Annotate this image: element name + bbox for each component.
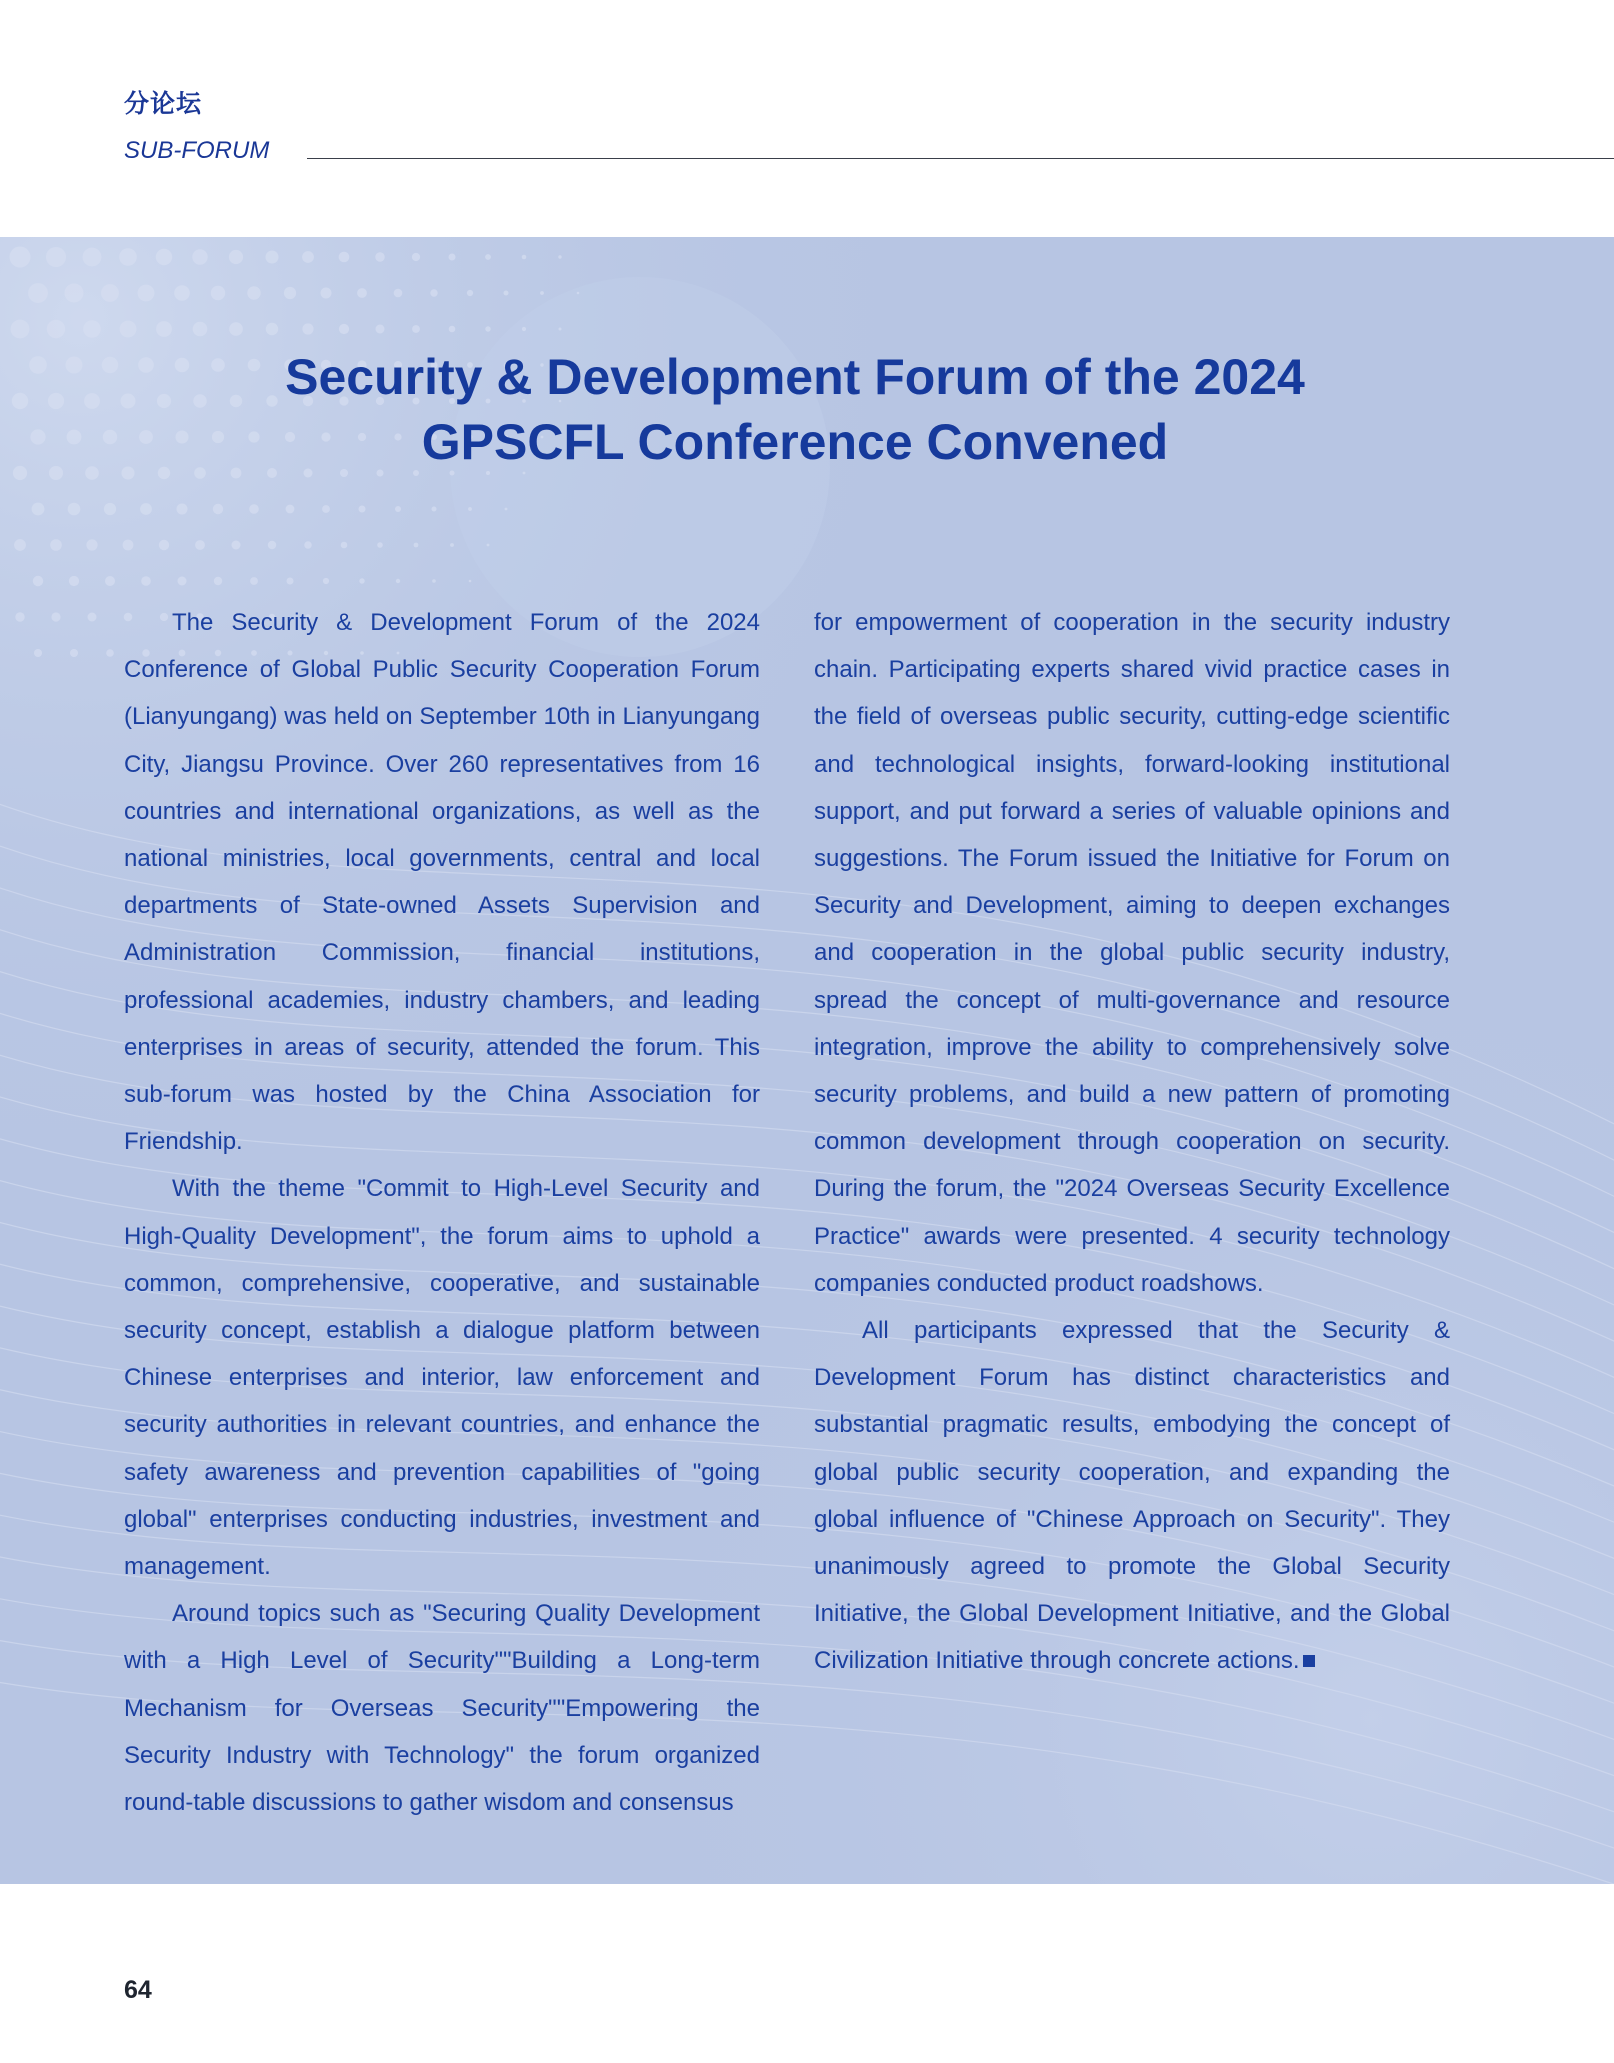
background-dot: [192, 249, 207, 264]
background-dot: [232, 541, 241, 550]
background-dot: [69, 576, 79, 586]
background-dot: [485, 254, 491, 260]
background-dot: [11, 320, 30, 339]
background-dot: [83, 320, 101, 338]
background-dot: [284, 287, 296, 299]
background-dot: [120, 321, 137, 338]
article-paragraph-final: [814, 1307, 1450, 1685]
background-dot: [14, 539, 26, 551]
background-dot: [105, 576, 115, 586]
header-divider: [307, 158, 1614, 159]
background-dot: [359, 506, 366, 513]
background-dot: [467, 290, 473, 296]
background-dot: [229, 322, 243, 336]
background-dot: [65, 284, 84, 303]
background-dot: [178, 577, 187, 586]
background-dot: [302, 323, 313, 334]
background-dot: [412, 253, 420, 261]
background-dot: [304, 541, 311, 548]
background-dot: [376, 325, 385, 334]
background-dot: [287, 578, 294, 585]
background-dot: [211, 286, 225, 300]
background-dot: [214, 577, 222, 585]
background-dot: [268, 541, 276, 549]
background-dot: [540, 291, 544, 295]
background-dot: [432, 507, 437, 512]
background-dot: [357, 288, 367, 298]
background-dot: [339, 252, 350, 263]
background-dot: [559, 328, 562, 331]
background-dot: [323, 578, 329, 584]
background-dot: [321, 288, 332, 299]
background-dot: [375, 252, 384, 261]
background-dot: [88, 613, 97, 622]
article-panel: [0, 237, 1614, 1884]
page-number: 64: [124, 1976, 152, 2004]
background-dot: [430, 289, 437, 296]
background-dot: [177, 504, 188, 515]
background-dot: [432, 579, 436, 583]
background-dot: [138, 285, 155, 302]
article-column-right: [814, 599, 1450, 1685]
background-dot: [504, 291, 509, 296]
background-dot: [101, 284, 119, 302]
background-dot: [106, 649, 114, 657]
background-dot: [70, 649, 78, 657]
section-label-chinese: 分论坛: [124, 89, 203, 118]
background-dot: [487, 544, 490, 547]
background-dot: [123, 540, 134, 551]
background-dot: [522, 255, 527, 260]
article-paragraph-continued: for empowerment of cooperation in the security industry chain. Participating experts shared vivid practice cases in the field of overseas public security, cutting-edge scientific and technological insights, forward-looking institutional support, and put forward a series of valuable opinions and suggestions. The Forum issued the Initiative for Forum on Security and Development, aiming to deepen exchanges and cooperation in the global public security industry, spread the concept of multi-governance and resource integration, improve the ability to comprehensively solve security problems, and build a new pattern of promoting common development through cooperation on security. During the forum, the "2024 Overseas Security Excellence Practice" awards were presented. 4 security technology companies conducted product roadshows.: [814, 609, 1450, 1297]
background-dot: [505, 508, 508, 511]
background-dot: [522, 327, 526, 331]
background-dot: [15, 612, 24, 621]
background-dot: [266, 251, 279, 264]
background-dot: [485, 326, 490, 331]
background-dot: [394, 289, 403, 298]
background-dot: [377, 542, 383, 548]
background-dot: [46, 247, 66, 267]
background-dot: [396, 579, 400, 583]
background-dot: [32, 503, 45, 516]
background-dot: [174, 285, 190, 301]
background-dot: [450, 543, 454, 547]
article-paragraph: With the theme "Commit to High-Level Security and High-Quality Development", the forum aims to uphold a common, comprehensive, cooperative, and sustainable security concept, establish a dialogue platform between Chinese enterprises and interior, law enforcement and security authorities in relevant countries, and enhance the safety awareness and prevention capabilities of "going global" enterprises conducting industries, investment and management.: [124, 1175, 760, 1581]
background-dot: [119, 248, 137, 266]
background-dot: [250, 577, 258, 585]
background-dot: [47, 320, 65, 338]
background-dot: [141, 576, 151, 586]
background-dot: [86, 539, 97, 550]
article-column-left: [124, 599, 760, 1826]
background-dot: [247, 286, 260, 299]
background-dot: [51, 612, 60, 621]
end-of-article-mark: [1303, 1655, 1315, 1667]
background-dot: [577, 292, 580, 295]
article-title-line-2: GPSCFL Conference Convened: [421, 414, 1169, 470]
background-dot: [68, 503, 81, 516]
background-dot: [104, 503, 116, 515]
background-dot: [193, 322, 208, 337]
background-dot: [83, 248, 102, 267]
background-dot: [341, 542, 348, 549]
background-dot: [10, 247, 31, 268]
background-dot: [302, 251, 314, 263]
article-title-line-1: Security & Development Forum of the 2024: [285, 349, 1305, 405]
background-dot: [33, 576, 43, 586]
article-title: [0, 345, 1590, 475]
article-paragraph: Around topics such as "Securing Quality Development with a High Level of Security""Building a Long-term Mechanism for Overseas Security""Empowering the Security Industry with Technology" the forum organized round-table discussions to gather wisdom and consensus: [124, 1600, 760, 1817]
background-dot: [469, 580, 472, 583]
background-dot: [156, 249, 172, 265]
background-dot: [195, 540, 205, 550]
background-dot: [468, 507, 472, 511]
background-dot: [249, 504, 259, 514]
background-dot: [50, 539, 62, 551]
article-paragraph-text: All participants expressed that the Security & Development Forum has distinct characteristics and substantial pragmatic results, embodying the concept of global public security cooperation, and expanding the global influence of "Chinese Approach on Security". They unanimously agreed to promote the Global Security Initiative, the Global Development Initiative, and the Global Civilization Initiative through concrete actions.: [814, 1317, 1450, 1675]
background-dot: [395, 506, 401, 512]
background-dot: [286, 505, 295, 514]
background-dot: [414, 543, 419, 548]
background-dot: [140, 503, 152, 515]
background-dot: [558, 255, 561, 258]
background-dot: [359, 578, 364, 583]
background-dot: [156, 321, 172, 337]
background-dot: [229, 250, 243, 264]
article-paragraph: The Security & Development Forum of the 2024 Conference of Global Public Security Cooperation Forum (Lianyungang) was held on September 10th in Lianyungang City, Jiangsu Province. Over 260 representatives from 16 countries and international organizations, as well as the national ministries, local governments, central and local departments of State-owned Assets Supervision and Administration Commission, financial institutions, professional academies, industry chambers, and leading enterprises in areas of security, attended the forum. This sub-forum was hosted by the China Association for Friendship.: [124, 609, 760, 1156]
background-dot: [322, 505, 330, 513]
background-dot: [339, 324, 349, 334]
background-dot: [28, 283, 48, 303]
section-label-english: SUB-FORUM: [124, 137, 270, 164]
background-dot: [449, 326, 456, 333]
background-dot: [449, 254, 456, 261]
background-dot: [34, 649, 42, 657]
background-dot: [412, 325, 420, 333]
background-dot: [266, 323, 278, 335]
background-dot: [213, 504, 223, 514]
background-dot: [159, 540, 169, 550]
